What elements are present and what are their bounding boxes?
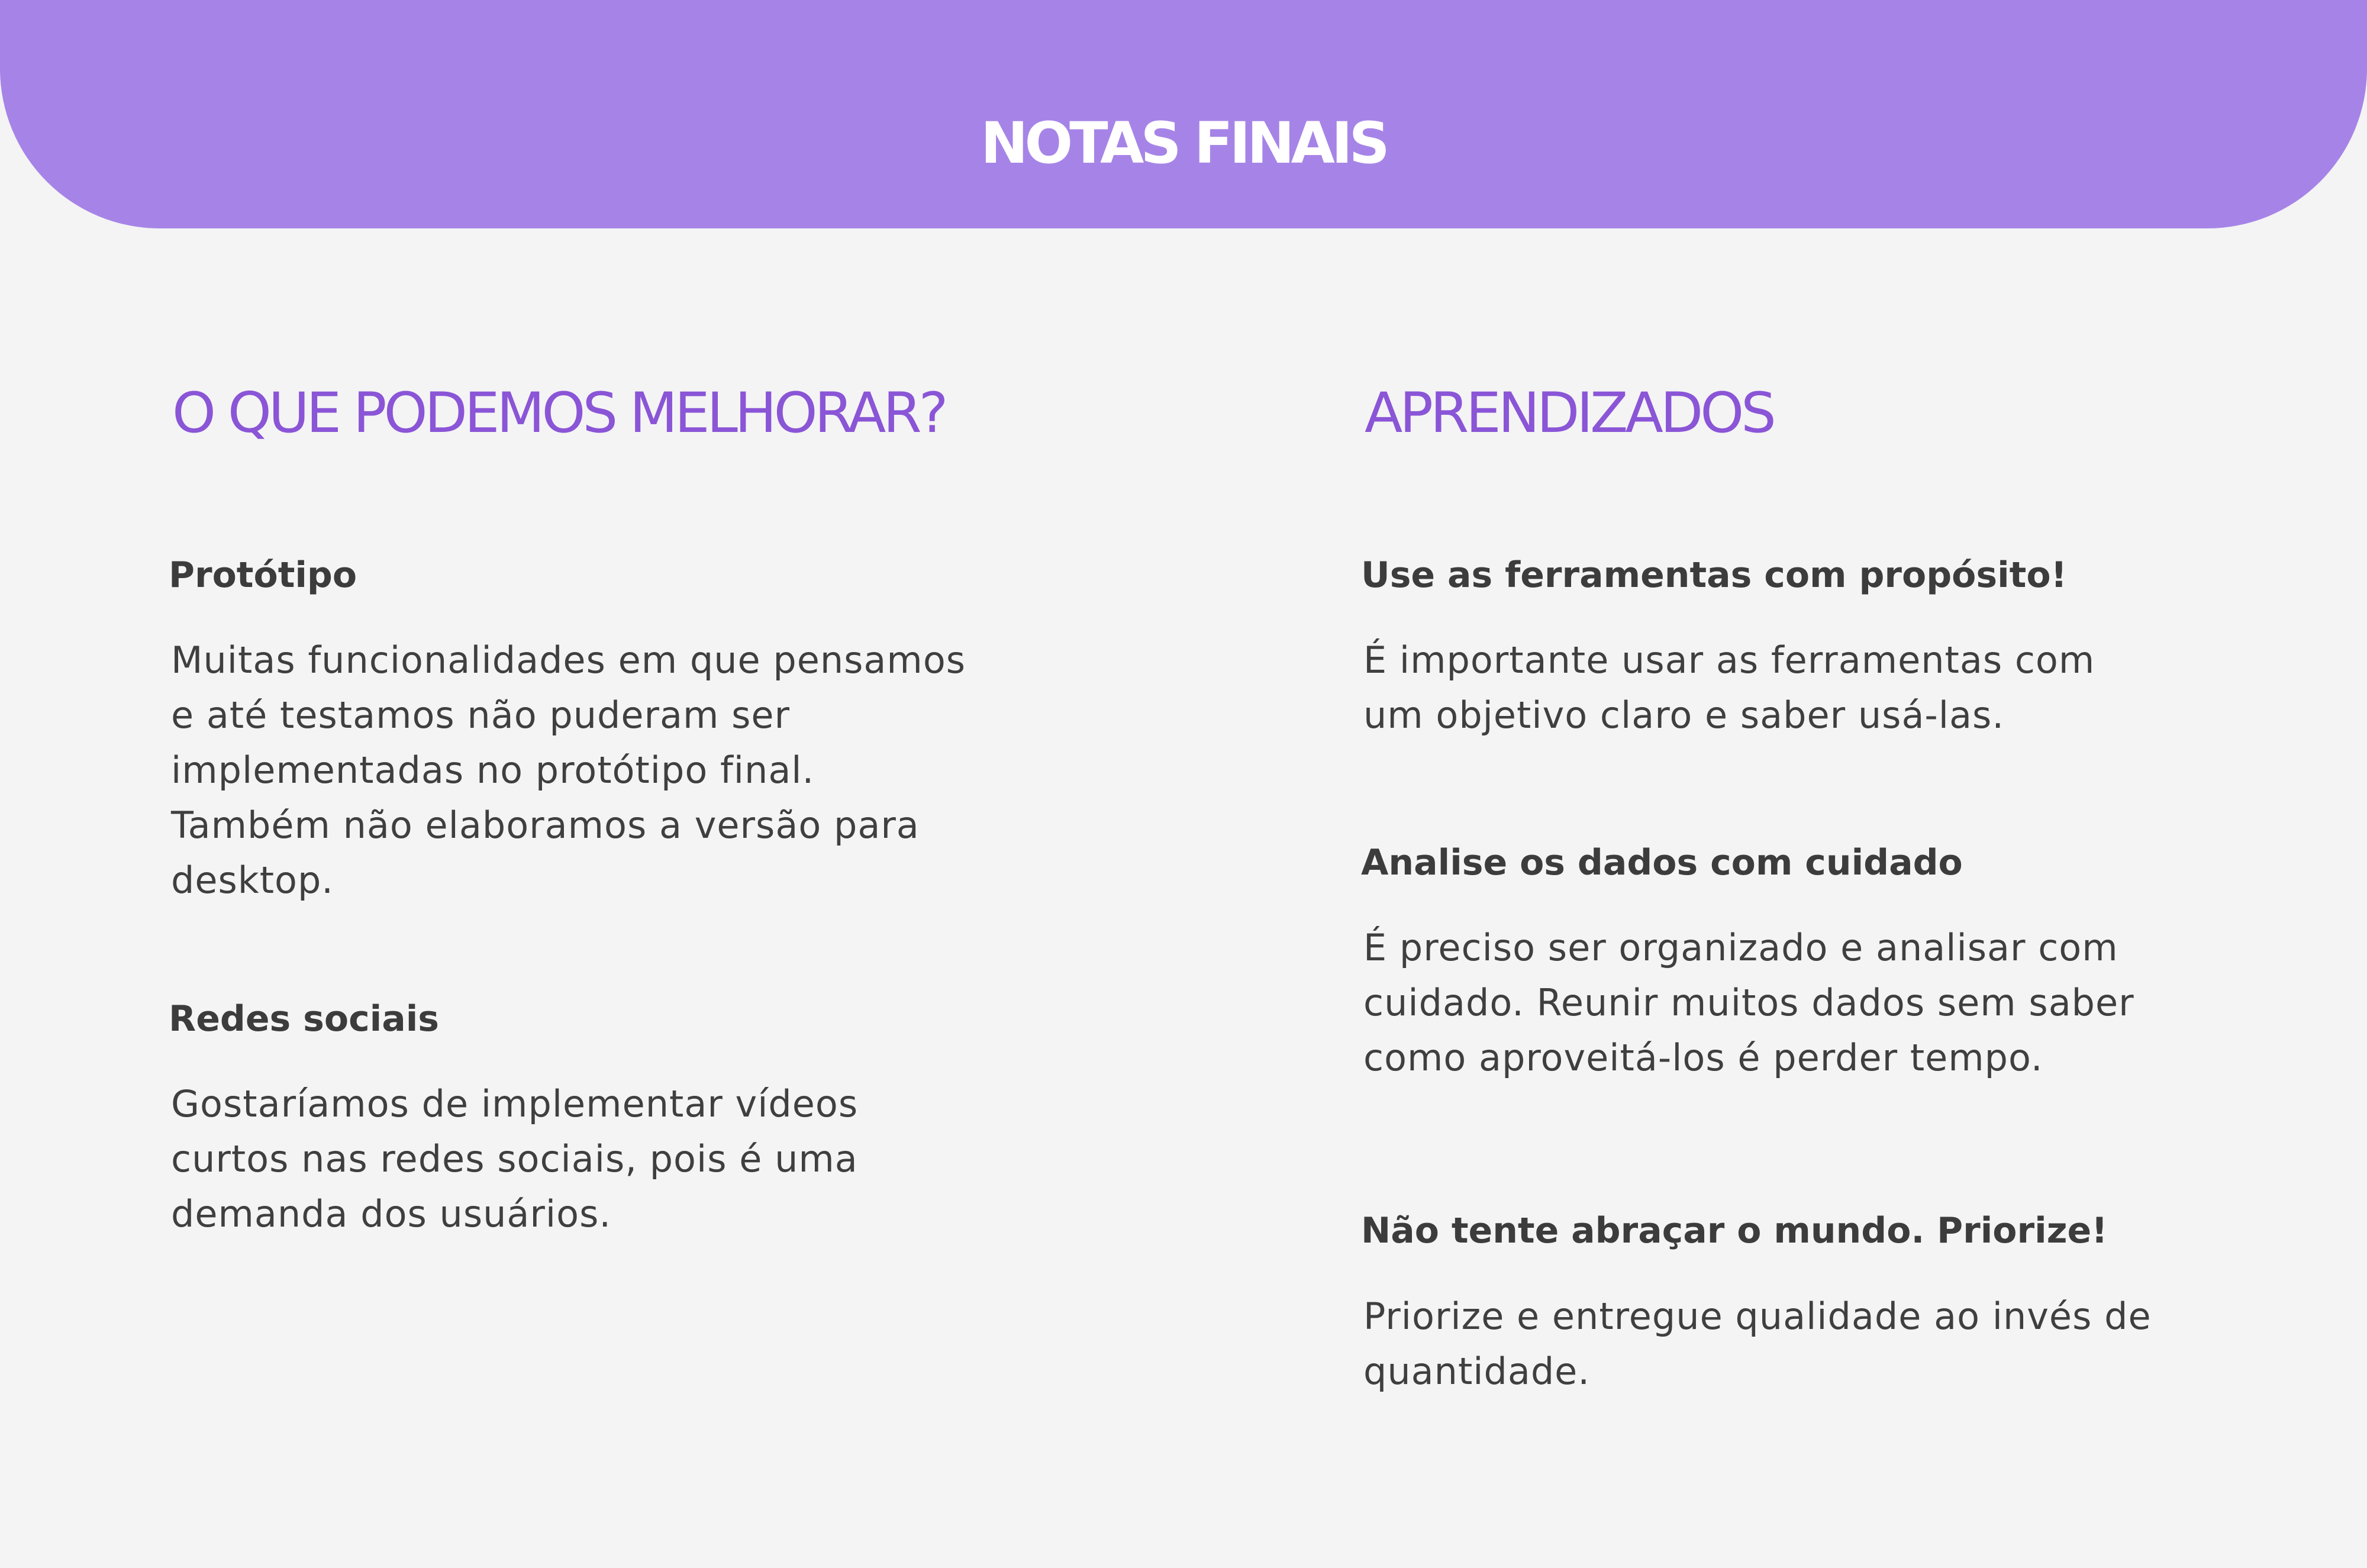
item-text-ferramentas: É importante usar as ferramentas com um objetivo claro e saber usá-las. <box>1363 638 2095 737</box>
item-title-ferramentas: Use as ferramentas com propósito! <box>1361 554 2067 596</box>
item-title-redes-sociais: Redes sociais <box>169 998 439 1040</box>
item-title-priorize: Não tente abraçar o mundo. Priorize! <box>1361 1210 2108 1251</box>
item-title-prototipo: Protótipo <box>169 554 357 596</box>
item-text-redes-sociais: Gostaríamos de implementar vídeos curtos nas redes sociais, pois é uma demanda dos usuários. <box>171 1082 859 1235</box>
item-text-priorize: Priorize e entregue qualidade ao invés de quantidade. <box>1363 1295 2152 1393</box>
item-text-dados: É preciso ser organizado e analisar com cuidado. Reunir muitos dados sem saber como aproveitá-los é perder tempo. <box>1363 926 2134 1079</box>
improvements-heading: O QUE PODEMOS MELHORAR? <box>172 381 946 446</box>
learnings-heading: APRENDIZADOS <box>1365 381 1773 446</box>
item-title-dados: Analise os dados com cuidado <box>1361 842 1963 883</box>
page-title: NOTAS FINAIS <box>981 110 1386 177</box>
item-text-prototipo: Muitas funcionalidades em que pensamos e até testamos não puderam ser implementadas no protótipo final. Também não elaboramos a versão para desktop. <box>171 638 966 902</box>
